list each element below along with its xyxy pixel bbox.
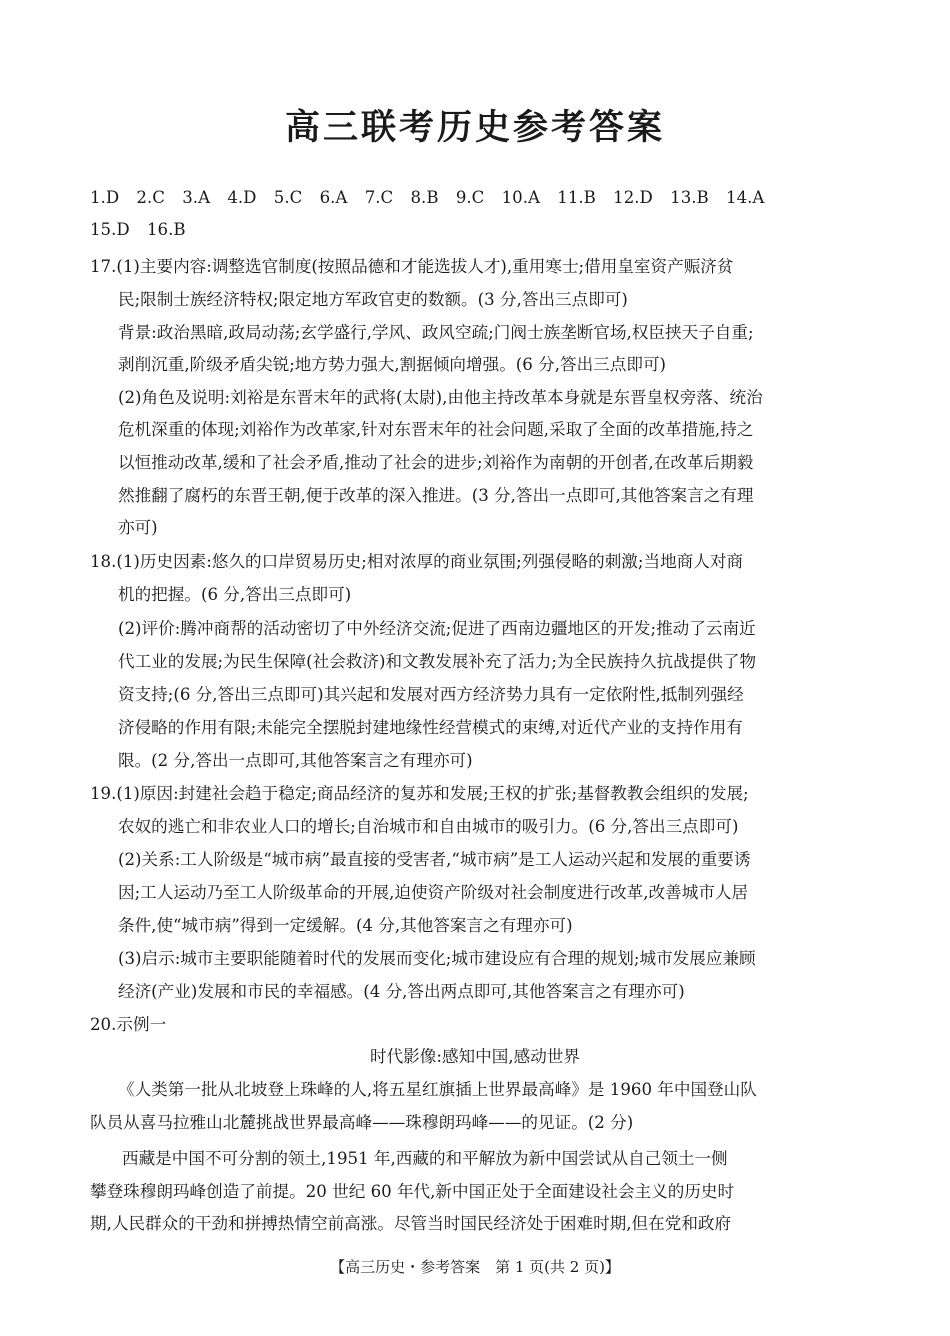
q17-line-9: 亦可) <box>118 518 158 537</box>
q18-line-3: (2)评价:腾冲商帮的活动密切了中外经济交流;促进了西南边疆地区的开发;推动了云南近 <box>118 619 756 638</box>
q17-line-1: 17.(1)主要内容:调整选官制度(按照品德和才能选拔人才),重用寒士;借用皇室资产赈济贫 <box>90 257 734 276</box>
q17-line-5: (2)角色及说明:刘裕是东晋末年的武将(太尉),由他主持改革本身就是东晋皇权旁落、统治 <box>118 388 763 407</box>
q17-line-2: 民;限制士族经济特权;限定地方军政官吏的数额。(3 分,答出三点即可) <box>118 290 628 309</box>
answer-item: 11.B <box>557 188 596 207</box>
q18-line-7: 限。(2 分,答出一点即可,其他答案言之有理亦可) <box>118 751 473 770</box>
answer-item: 3.A <box>182 188 211 207</box>
q18-line-5: 资支持;(6 分,答出三点即可)其兴起和发展对西方经济势力具有一定依附性,抵制列强经 <box>118 685 744 704</box>
answer-item: 6.A <box>319 188 348 207</box>
q19-line-5: 条件,使“城市病”得到一定缓解。(4 分,其他答案言之有理亦可) <box>118 916 573 935</box>
answer-item: 13.B <box>670 188 709 207</box>
q17-line-8: 然推翻了腐朽的东晋王朝,便于改革的深入推进。(3 分,答出一点即可,其他答案言之有理 <box>118 486 754 505</box>
choice-answers-row2 <box>90 220 198 240</box>
q19-line-4: 因;工人运动乃至工人阶级革命的开展,迫使资产阶级对社会制度进行改革,改善城市人居 <box>118 883 749 902</box>
q20-line-6: 期,人民群众的干劲和拼搏热情空前高涨。尽管当时国民经济处于困难时期,但在党和政府 <box>90 1214 732 1233</box>
page-footer: 【高三历史・参考答案 第 1 页(共 2 页)】 <box>330 1258 620 1276</box>
q19-line-2: 农奴的逃亡和非农业人口的增长;自治城市和自由城市的吸引力。(6 分,答出三点即可) <box>118 817 739 836</box>
answer-item: 9.C <box>455 188 485 207</box>
q20-line-5: 攀登珠穆朗玛峰创造了前提。20 世纪 60 年代,新中国正处于全面建设社会主义的历史时 <box>90 1182 735 1201</box>
answer-item: 5.C <box>273 188 303 207</box>
answer-item: 14.A <box>726 188 765 207</box>
q20-heading: 时代影像:感知中国,感动世界 <box>370 1047 580 1066</box>
answer-item: 1.D <box>90 188 120 207</box>
q20-line-4: 西藏是中国不可分割的领土,1951 年,西藏的和平解放为新中国尝试从自己领土一侧 <box>122 1149 728 1168</box>
page-title: 高三联考历史参考答案 <box>284 108 665 148</box>
q18-line-2: 机的把握。(6 分,答出三点即可) <box>118 585 352 604</box>
q17-line-6: 危机深重的体现;刘裕作为改革家,针对东晋末年的社会问题,采取了全面的改革措施,持之 <box>118 420 754 439</box>
answer-item: 4.D <box>227 188 257 207</box>
answer-item: 8.B <box>410 188 439 207</box>
choice-answers-row1 <box>90 188 776 208</box>
q17-line-4: 剥削沉重,阶级矛盾尖锐;地方势力强大,割据倾向增强。(6 分,答出三点即可) <box>118 355 667 374</box>
q18-line-4: 代工业的发展;为民生保障(社会救济)和文教发展补充了活力;为全民族持久抗战提供了物 <box>118 652 757 671</box>
q20-line-3: 队员从喜马拉雅山北麓挑战世界最高峰——珠穆朗玛峰——的见证。(2 分) <box>90 1113 634 1132</box>
answer-item: 12.D <box>613 188 653 207</box>
answer-item: 2.C <box>136 188 165 207</box>
q20-line-2: 《人类第一批从北坡登上珠峰的人,将五星红旗插上世界最高峰》是 1960 年中国登山队 <box>118 1080 757 1099</box>
q19-line-7: 经济(产业)发展和市民的幸福感。(4 分,答出两点即可,其他答案言之有理亦可) <box>118 982 685 1001</box>
q20-line-1: 20.示例一 <box>90 1015 167 1034</box>
q18-line-6: 济侵略的作用有限;未能完全摆脱封建地缘性经营模式的束缚,对近代产业的支持作用有 <box>118 718 743 737</box>
q19-line-3: (2)关系:工人阶级是“城市病”最直接的受害者,“城市病”是工人运动兴起和发展的重要诱 <box>118 850 751 869</box>
q17-line-7: 以恒推动改革,缓和了社会矛盾,推动了社会的进步;刘裕作为南朝的开创者,在改革后期毅 <box>118 453 754 472</box>
answer-item: 16.B <box>146 220 186 239</box>
q18-line-1: 18.(1)历史因素:悠久的口岸贸易历史;相对浓厚的商业氛围;列强侵略的刺激;当地商人对商 <box>90 552 744 571</box>
answer-item: 10.A <box>501 188 540 207</box>
q17-line-3: 背景:政治黑暗,政局动荡;玄学盛行,学风、政风空疏;门阀士族垄断官场,权臣挟天子自重; <box>118 323 754 342</box>
q19-line-1: 19.(1)原因:封建社会趋于稳定;商品经济的复苏和发展;王权的扩张;基督教教会组织的发展; <box>90 784 749 803</box>
q19-line-6: (3)启示:城市主要职能随着时代的发展而变化;城市建设应有合理的规划;城市发展应兼顾 <box>118 949 756 968</box>
answer-item: 15.D <box>90 220 130 239</box>
answer-item: 7.C <box>364 188 394 207</box>
